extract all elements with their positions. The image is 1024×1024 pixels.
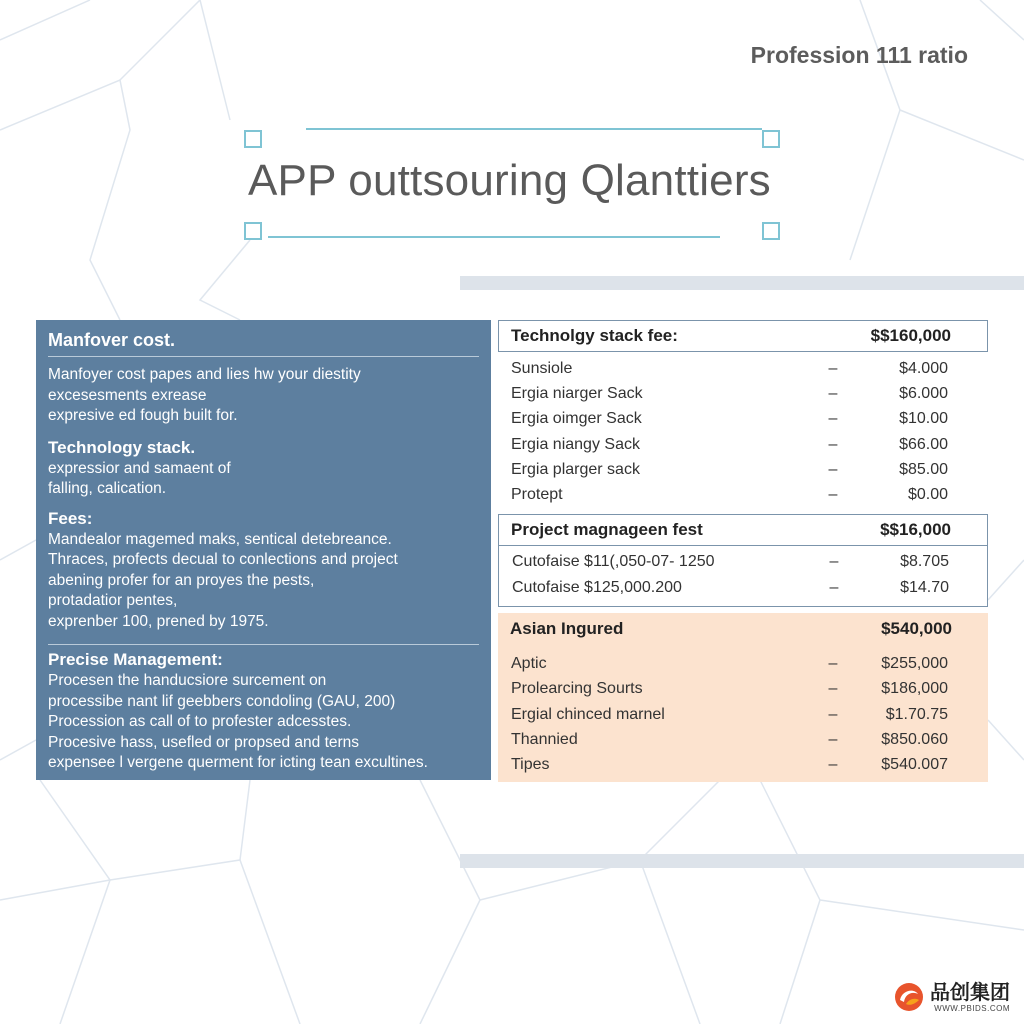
section-title: Project magnageen fest bbox=[511, 519, 703, 539]
cost-table bbox=[498, 320, 988, 782]
panel-paragraph: Procesen the handucsiore surcement on processibe nant lif geebbers condoling (GAU, 200) Procession as call of to profester adcesstes. Procesive hass, usefled or propsed and terns expensee l vergene querment for icting tean excultines. bbox=[48, 672, 428, 771]
row-dash: – bbox=[828, 384, 838, 402]
row-dash: – bbox=[828, 359, 838, 377]
row-dash: – bbox=[828, 435, 838, 453]
row-label: Protept bbox=[511, 486, 563, 504]
table-row bbox=[498, 702, 988, 727]
row-dash: – bbox=[829, 578, 839, 596]
panel-paragraph: expressior and samaent of falling, calication. bbox=[48, 459, 231, 497]
logo-url: WWW.PBIDS.COM bbox=[934, 1003, 1010, 1013]
row-amount: $850.060 bbox=[881, 730, 948, 748]
row-amount: $10.00 bbox=[899, 410, 948, 428]
table-row bbox=[498, 356, 988, 381]
row-label: Ergia niangy Sack bbox=[511, 435, 640, 453]
row-amount: $6.000 bbox=[899, 384, 948, 402]
row-amount: $540.007 bbox=[881, 756, 948, 774]
frame-corner-square bbox=[244, 130, 262, 148]
description-panel bbox=[36, 320, 491, 780]
frame-bottom-line bbox=[268, 236, 720, 238]
panel-subheading: Technology stack. bbox=[48, 437, 196, 457]
corner-label: Profession 111 ratio bbox=[750, 42, 968, 68]
row-amount: $66.00 bbox=[899, 435, 948, 453]
table-row bbox=[498, 677, 988, 702]
panel-paragraph: Manfoyer cost papes and lies hw your diestity excesesments exrease expresive ed fough built for. bbox=[48, 366, 361, 424]
table-row bbox=[498, 727, 988, 752]
panel-divider bbox=[48, 644, 479, 645]
table-row bbox=[498, 753, 988, 778]
frame-corner-square bbox=[762, 222, 780, 240]
frame-top-line bbox=[306, 128, 762, 130]
section-body bbox=[499, 546, 987, 607]
row-amount: $4.000 bbox=[899, 359, 948, 377]
row-amount: $8.705 bbox=[900, 553, 949, 571]
row-dash: – bbox=[828, 705, 838, 723]
section-total: $$16,000 bbox=[880, 519, 951, 539]
page-title: APP outtsouring Qlanttiers bbox=[248, 156, 771, 205]
table-row bbox=[499, 550, 987, 575]
row-label: Ergia plarger sack bbox=[511, 460, 640, 478]
panel-paragraph: Mandealor magemed maks, sentical detebreance. Thraces, profects decual to conlections and project abening profer for an proyes the pests, protadatior pentes, exprenber 100, prened by 1975. bbox=[48, 530, 398, 630]
row-amount: $1.70.75 bbox=[885, 705, 948, 723]
row-label: Tipes bbox=[511, 756, 550, 774]
row-amount: $0.00 bbox=[907, 486, 948, 504]
section-total: $$160,000 bbox=[870, 326, 951, 345]
section-title: Technolgy stack fee: bbox=[511, 326, 678, 345]
row-label: Sunsiole bbox=[511, 359, 573, 377]
row-label: Cutofaise $125,000.200 bbox=[512, 578, 682, 596]
row-label: Ergia niarger Sack bbox=[511, 384, 643, 402]
frame-corner-square bbox=[762, 130, 780, 148]
table-row bbox=[498, 457, 988, 482]
row-dash: – bbox=[828, 730, 838, 748]
row-dash: – bbox=[828, 680, 838, 698]
row-amount: $186,000 bbox=[881, 680, 948, 698]
section-body bbox=[498, 352, 988, 514]
logo-name: 品创集团 bbox=[930, 981, 1010, 1004]
row-amount: $255,000 bbox=[881, 655, 948, 673]
row-label: Aptic bbox=[511, 655, 547, 673]
row-dash: – bbox=[828, 410, 838, 428]
table-row bbox=[498, 482, 988, 507]
section-total: $540,000 bbox=[881, 619, 952, 639]
section-header bbox=[498, 613, 988, 645]
panel-divider bbox=[48, 356, 479, 357]
row-label: Ergial chinced marnel bbox=[511, 705, 665, 723]
section-header bbox=[499, 514, 987, 546]
row-label: Cutofaise $11(,050-07- 1250 bbox=[512, 553, 715, 571]
logo-swirl-icon bbox=[892, 980, 926, 1014]
table-row bbox=[499, 575, 987, 600]
panel-subheading: Precise Management: bbox=[48, 650, 223, 669]
cost-section bbox=[498, 514, 988, 608]
panel-subheading: Fees: bbox=[48, 508, 93, 528]
row-label: Ergia oimger Sack bbox=[511, 410, 642, 428]
row-dash: – bbox=[828, 460, 838, 478]
frame-corner-square bbox=[244, 222, 262, 240]
table-row bbox=[498, 381, 988, 406]
row-label: Thannied bbox=[511, 730, 578, 748]
row-label: Prolearcing Sourts bbox=[511, 680, 643, 698]
row-dash: – bbox=[828, 756, 838, 774]
row-dash: – bbox=[828, 486, 838, 504]
bottom-decor-bar bbox=[460, 854, 1024, 868]
brand-logo bbox=[892, 980, 1010, 1014]
panel-heading: Manfover cost. bbox=[48, 330, 176, 350]
top-decor-bar bbox=[460, 276, 1024, 290]
section-title: Asian Ingured bbox=[510, 619, 624, 639]
cost-section bbox=[498, 320, 988, 514]
cost-section bbox=[498, 613, 988, 781]
table-row bbox=[498, 432, 988, 457]
section-header bbox=[498, 320, 988, 352]
table-row bbox=[498, 651, 988, 676]
row-dash: – bbox=[828, 655, 838, 673]
logo-text bbox=[930, 982, 1010, 1013]
row-amount: $85.00 bbox=[899, 460, 948, 478]
table-row bbox=[498, 407, 988, 432]
row-amount: $14.70 bbox=[900, 578, 949, 596]
section-body bbox=[498, 645, 988, 781]
row-dash: – bbox=[829, 553, 839, 571]
